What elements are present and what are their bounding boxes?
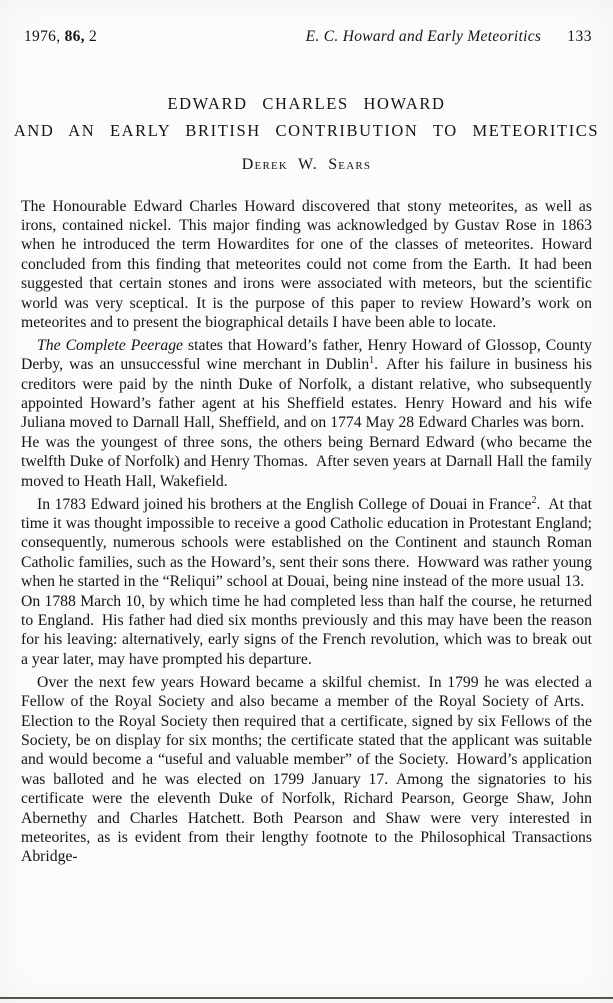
author-name: Derek W. Sears: [241, 156, 372, 173]
paragraph: [21, 193, 592, 332]
body-text: . At that time it was thought impossible to receive a good Catholic education in Protestant England; consequently, numerous schools were established on the Continent and staunch Roman Catholic families, such as the Howard’s, sent their sons there. Howward was rather young when he started in the “Reliqui” school at Douai, being nine instead of the more usual 13. On 1788 March 10, by which time he had completed less than half the course, he returned to England. His father had died six months previously and this may have been the reason for his leaving: alternatively, early signs of the French revolution, which was to break out a year later, may have prompted his departure.: [21, 495, 592, 668]
running-title: E. C. Howard and Early Meteoritics: [305, 28, 542, 45]
paragraph: [21, 332, 592, 491]
issue-number: 2: [89, 28, 98, 45]
page-bottom-rule: [0, 997, 613, 999]
issue-info: [24, 28, 97, 46]
paragraph: [21, 669, 592, 867]
issue-volume: 86,: [64, 28, 85, 45]
body-text: The Honourable Edward Charles Howard discovered that stony meteorites, as well as irons, contained nickel. This major finding was acknowledged by Gustav Rose in 1863 when he introduced the term Howardites for one of the classes of meteorites. Howard concluded from this finding that meteorites could not come from the Earth. It had been suggested that certain stones and irons were associated with meteors, but the scientific world was very sceptical. It is the purpose of this paper to review Howard’s work on meteorites and to present the biographical details I have been able to locate.: [21, 197, 592, 331]
article-title-line2: AND AN EARLY BRITISH CONTRIBUTION TO METEORITICS: [13, 121, 600, 140]
body-text: Over the next few years Howard became a skilful chemist. In 1799 he was elected a Fellow of the Royal Society and also became a member of the Royal Society of Arts. Election to the Royal Society then required that a certificate, signed by six Fellows of the Society, be on display for six months; the certificate stated that the applicant was suitable and would become a “useful and valuable member” of the Society. Howard’s application was balloted and he was elected on 1799 January 17. Among the signatories to his certificate were the eleventh Duke of Norfolk, Richard Pearson, George Shaw, John Abernethy and Charles Hatchett. Both Pearson and Shaw were very interested in meteorites, as is evident from their lengthy footnote to the Philosophical Transactions Abridge-: [21, 673, 592, 866]
header-right: [306, 28, 592, 46]
article-title: [0, 90, 613, 144]
italic-text: The Complete Peerage: [37, 336, 184, 354]
footnote-reference: 2: [531, 494, 537, 506]
body-text: In 1783 Edward joined his brothers at the English College of Douai in France: [37, 495, 532, 513]
issue-year: 1976,: [24, 28, 61, 45]
body-text: . After his failure in business his creditors were paid by the ninth Duke of Norfolk, a distant relative, who subsequently appointed Howard’s father agent at his Sheffield estates. Henry Howard and his wife Juliana moved to Darnall Hall, Sheffield, and on 1774 May 28 Edward Charles was born. He was the youngest of three sons, the others being Bernard Edward (who became the twelfth Duke of Norfolk) and Henry Thomas. After seven years at Darnall Hall the family moved to Heath Hall, Wakefield.: [21, 356, 592, 490]
running-header: [0, 0, 613, 46]
article-body: [0, 193, 613, 867]
article-title-line1: EDWARD CHARLES HOWARD: [167, 94, 446, 113]
body-text: states that Howard’s father, Henry Howard of Glossop, County Derby, was an unsuccessful wine merchant in Dublin: [21, 336, 593, 374]
page-number: 133: [567, 28, 592, 45]
footnote-reference: 1: [369, 355, 375, 367]
paragraph: [21, 491, 592, 669]
